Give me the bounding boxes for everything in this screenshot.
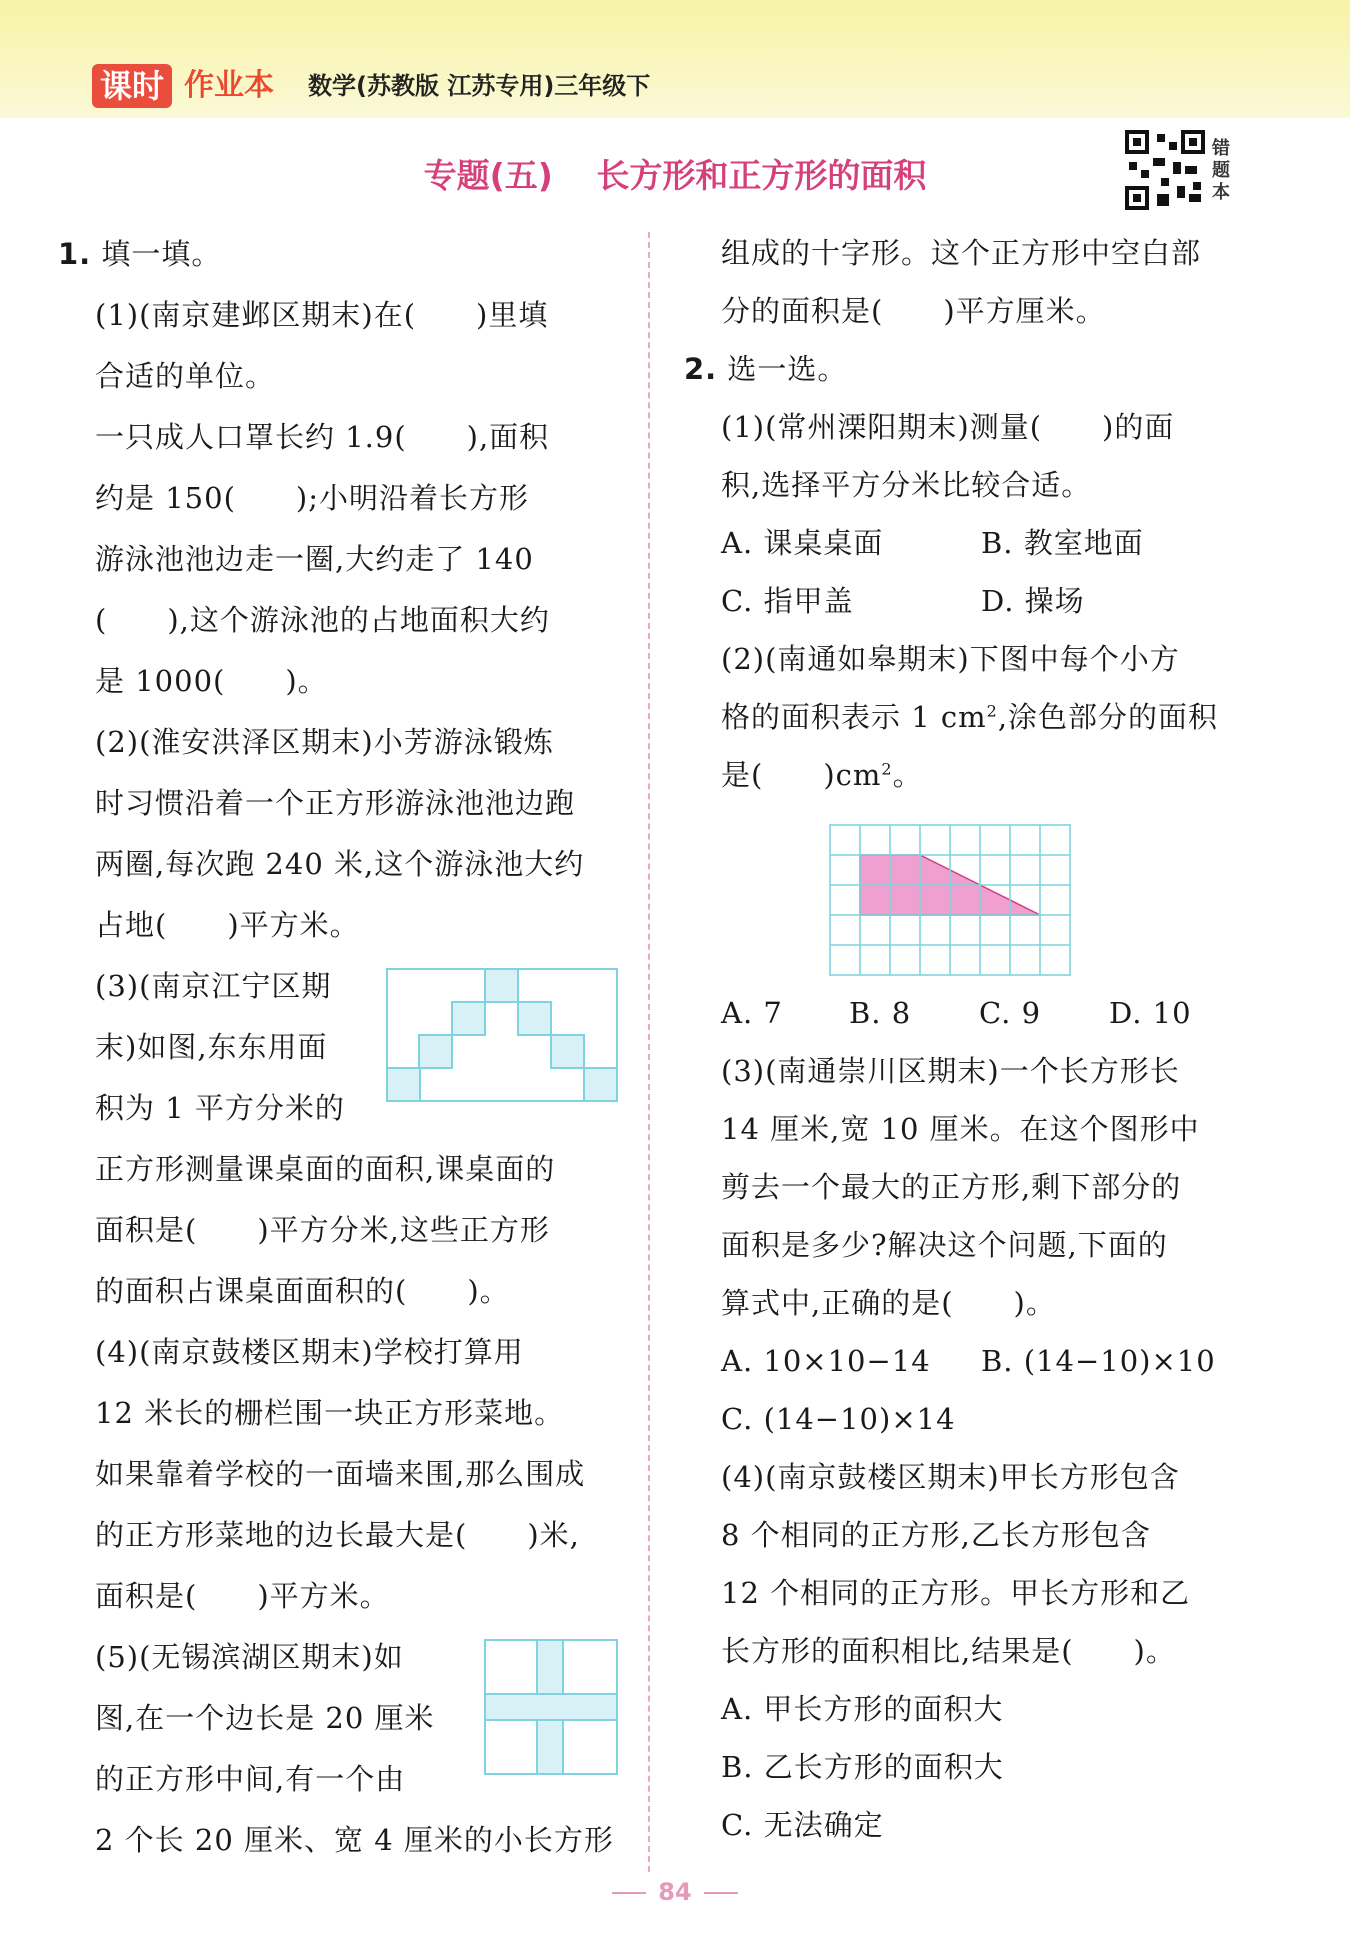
q1-line: (2)(淮安洪泽区期末)小芳游泳锻炼 [95,725,554,759]
option[interactable]: C. 无法确定 [721,1808,884,1842]
q2-line: (3)(南通崇川区期末)一个长方形长 [721,1054,1180,1088]
q1-line: (3)(南京江宁区期 [95,969,332,1003]
qr-code-icon[interactable] [1125,130,1205,210]
q2-line: 12 个相同的正方形。甲长方形和乙 [721,1576,1191,1610]
option[interactable]: B. 教室地面 [981,526,1144,560]
q2-heading: 2. 选一选。 [684,352,848,386]
option[interactable]: C. 9 [979,996,1042,1030]
q2-line: (2)(南通如皋期末)下图中每个小方 [721,642,1180,676]
q2-line: 长方形的面积相比,结果是( )。 [721,1634,1176,1668]
option[interactable]: B. (14−10)×10 [981,1344,1216,1378]
q1-line: (4)(南京鼓楼区期末)学校打算用 [95,1335,524,1369]
q1-line: 面积是( )平方分米,这些正方形 [95,1213,550,1247]
q2-line: 面积是多少?解决这个问题,下面的 [721,1228,1168,1262]
page-number: 84 [0,1878,1350,1906]
grid-shaded-figure [829,824,1071,976]
q1-line: 组成的十字形。这个正方形中空白部 [721,236,1202,270]
q2-options [684,1332,1244,1390]
option[interactable]: B. 乙长方形的面积大 [721,1750,1004,1784]
q1-line: 分的面积是( )平方厘米。 [721,294,1106,328]
q2-line: 8 个相同的正方形,乙长方形包含 [721,1518,1151,1552]
q1-line: 一只成人口罩长约 1.9( ),面积 [95,420,550,454]
q1-line: 的面积占课桌面面积的( )。 [95,1274,510,1308]
brand-logo-text: 作业本 [184,68,274,103]
q2-options [684,572,1244,630]
q2-options [684,1390,1244,1448]
q1-line: 是 1000( )。 [95,664,328,698]
q2-line: 算式中,正确的是( )。 [721,1286,1056,1320]
q1-line: 合适的单位。 [95,359,276,393]
q2-line: (4)(南京鼓楼区期末)甲长方形包含 [721,1460,1180,1494]
q2-line: 积,选择平方分米比较合适。 [721,468,1092,502]
option[interactable]: B. 8 [849,996,912,1030]
option[interactable]: A. 10×10−14 [721,1344,931,1378]
q2-line: 14 厘米,宽 10 厘米。在这个图形中 [721,1112,1200,1146]
q2-line: 格的面积表示 1 $cm^2$,涂色部分的面积 [721,700,1219,734]
cross-square-figure [484,1639,618,1775]
topic-label: 专题(五) [423,156,553,195]
q1-line: 两圈,每次跑 240 米,这个游泳池大约 [95,847,585,881]
book-info: 数学(苏教版 江苏专用)三年级下 [308,72,651,100]
brand-logo-highlight: 课时 [92,64,172,108]
q2-line: 剪去一个最大的正方形,剩下部分的 [721,1170,1182,1204]
qr-label: 错题本 [1212,138,1230,203]
q1-line: 的正方形菜地的边长最大是( )米, [95,1518,580,1552]
q1-line: 图,在一个边长是 20 厘米 [95,1701,435,1735]
q1-heading: 1. 填一填。 [58,237,222,271]
option[interactable]: A. 甲长方形的面积大 [721,1692,1004,1726]
q2-line: 是( )$cm^2$。 [721,758,923,792]
q1-line: 如果靠着学校的一面墙来围,那么围成 [95,1457,586,1491]
q1-line: 正方形测量课桌面的面积,课桌面的 [95,1152,556,1186]
q1-line: 2 个长 20 厘米、宽 4 厘米的小长方形 [95,1823,614,1857]
grid-figure-wrap [684,804,1244,984]
option[interactable]: D. 10 [1109,996,1192,1030]
left-column [58,224,618,1871]
option[interactable]: A. 7 [721,996,783,1030]
right-column [684,224,1244,1854]
q1-line: 面积是( )平方米。 [95,1579,390,1613]
q1-line: ( ),这个游泳池的占地面积大约 [95,603,550,637]
header-band [0,0,1350,118]
q1-line: 末)如图,东东用面 [95,1030,328,1064]
q2-options [684,984,1244,1042]
q1-line: 的正方形中间,有一个由 [95,1762,406,1796]
q1-line: 积为 1 平方分米的 [95,1091,345,1125]
column-divider [648,232,650,1872]
option[interactable]: A. 课桌桌面 [721,526,884,560]
desk-squares-figure [386,968,618,1104]
q1-line: (1)(南京建邺区期末)在( )里填 [95,298,549,332]
q1-line: 时习惯沿着一个正方形游泳池池边跑 [95,786,576,820]
q1-line: 约是 150( );小明沿着长方形 [95,481,529,515]
q1-line: 占地( )平方米。 [95,908,360,942]
q1-line: 12 米长的栅栏围一块正方形菜地。 [95,1396,565,1430]
q1-part5-block [58,1627,618,1810]
q2-options [684,514,1244,572]
topic-name: 长方形和正方形的面积 [596,156,927,195]
option[interactable]: C. 指甲盖 [721,584,854,618]
option[interactable]: D. 操场 [981,584,1085,618]
q1-line: 游泳池池边走一圈,大约走了 140 [95,542,534,576]
option[interactable]: C. (14−10)×14 [721,1402,956,1436]
q2-line: (1)(常州溧阳期末)测量( )的面 [721,410,1175,444]
q1-part3-block [58,956,618,1139]
q1-line: (5)(无锡滨湖区期末)如 [95,1640,404,1674]
